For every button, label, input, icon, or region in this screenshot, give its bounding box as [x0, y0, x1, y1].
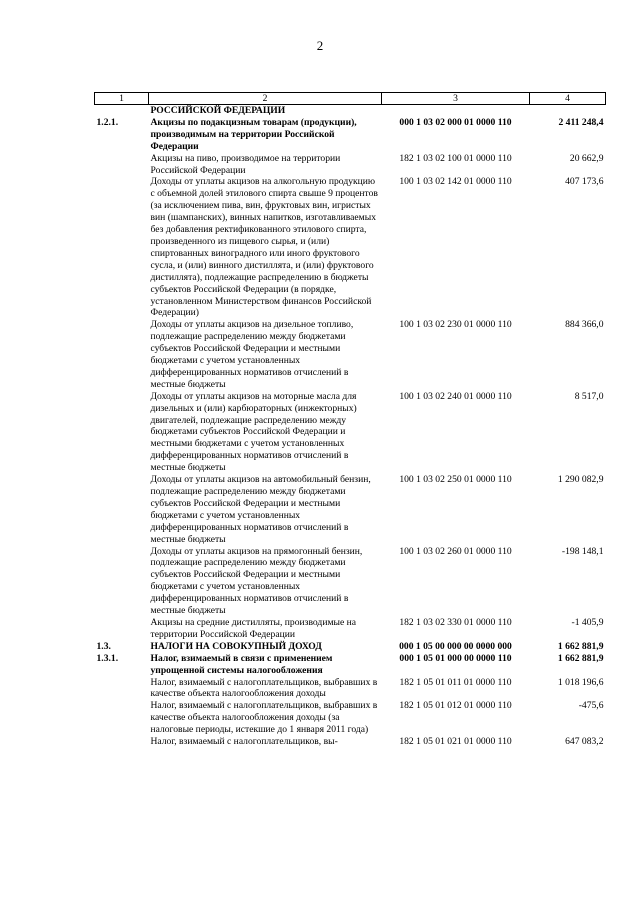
row-number: 1.3.1.	[96, 652, 119, 664]
row-budget-code: 182 1 05 01 011 01 0000 110	[399, 676, 512, 688]
table-row	[95, 546, 606, 617]
row-number	[95, 474, 149, 545]
row-budget-code: 000 1 05 00 000 00 0000 000	[399, 640, 512, 652]
row-budget-code: 000 1 05 01 000 00 0000 110	[399, 652, 512, 664]
row-amount: 20 662,9	[569, 152, 604, 164]
row-amount: 1 662 881,9	[557, 652, 604, 664]
row-budget-code: 182 1 05 01 012 01 0000 110	[399, 700, 512, 712]
row-number	[95, 176, 149, 319]
row-number	[95, 105, 149, 117]
row-amount	[530, 105, 606, 117]
table-row	[95, 700, 606, 736]
row-number	[95, 700, 149, 736]
row-amount: 1 662 881,9	[557, 640, 604, 652]
row-amount: -475,6	[578, 700, 604, 712]
table-header-row	[95, 93, 606, 105]
row-description: Налог, взимаемый с налогоплательщиков, вы-	[150, 736, 338, 748]
row-number	[95, 736, 149, 748]
row-description: РОССИЙСКОЙ ФЕДЕРАЦИИ	[150, 105, 286, 116]
table-row	[95, 474, 606, 545]
table-row	[95, 653, 606, 677]
row-amount: -198 148,1	[561, 545, 604, 557]
row-budget-code: 100 1 03 02 142 01 0000 110	[399, 176, 512, 188]
row-description: Доходы от уплаты акцизов на моторные масла для дизельных и (или) карбюраторных (инжекторных) двигателей, подлежащие распределению между бюджетами субъектов Российской Федерации и местными бюджетами с учетом установленных дифференцированных нормативов отчислений в местные бюджеты	[150, 390, 357, 474]
column-header-description: 2	[149, 93, 382, 105]
page-number: 2	[316, 38, 324, 53]
table-row	[95, 641, 606, 653]
row-amount: -1 405,9	[571, 616, 604, 628]
table-row	[95, 105, 606, 117]
row-amount: 884 366,0	[565, 319, 604, 331]
column-header-number: 1	[95, 93, 149, 105]
row-description: Доходы от уплаты акцизов на алкогольную продукцию с объемной долей этилового спирта свыше 9 процентов (за исключением пива, вин, фруктовых вин, игристых вин (шампанских), винных напитков, изготавливаемых без добавления ректификованного этилового спирта, произведенного из пищевого сырья, и (или) спиртованных виноградного или иного фруктового сусла, и (или) винного дистиллята, и (или) фруктового дистиллята), подлежащие распределению в бюджеты субъектов Российской Федерации (в порядке, установленном Министерством финансов Российской Федерации)	[150, 176, 378, 319]
row-budget-code: 000 1 03 02 000 01 0000 110	[399, 116, 512, 128]
row-description: Налог, взимаемый с налогоплательщиков, выбравших в качестве объекта налогообложения доходы	[150, 676, 378, 700]
row-number	[95, 153, 149, 177]
column-header-amount: 4	[530, 93, 606, 105]
row-budget-code: 100 1 03 02 240 01 0000 110	[399, 390, 512, 402]
row-number	[95, 546, 149, 617]
column-header-code: 3	[382, 93, 530, 105]
row-description: Налог, взимаемый в связи с применением упрощенной системы налогообложения	[150, 652, 333, 676]
row-amount: 407 173,6	[565, 176, 604, 188]
row-number	[95, 391, 149, 474]
row-description: Налог, взимаемый с налогоплательщиков, выбравших в качестве объекта налогообложения доходы (за налоговые периоды, истекшие до 1 января 2011 года)	[150, 700, 378, 736]
row-description: Акцизы по подакцизным товарам (продукции), производимым на территории Российской Федерации	[150, 116, 357, 152]
row-number: 1.2.1.	[96, 116, 119, 128]
row-amount: 8 517,0	[574, 390, 604, 402]
row-number	[95, 617, 149, 641]
row-description: Доходы от уплаты акцизов на прямогонный бензин, подлежащие распределению между бюджетами субъектов Российской Федерации и местными бюджетами с учетом установленных дифференцированных нормативов отчислений в местные бюджеты	[150, 545, 363, 617]
table-row	[95, 391, 606, 474]
row-budget-code: 182 1 03 02 330 01 0000 110	[399, 616, 512, 628]
row-number	[95, 677, 149, 701]
row-budget-code	[382, 105, 530, 117]
row-description: Акцизы на пиво, производимое на территории Российской Федерации	[150, 152, 341, 176]
row-amount: 647 083,2	[565, 736, 604, 748]
row-description: Доходы от уплаты акцизов на дизельное топливо, подлежащие распределению между бюджетами субъектов Российской Федерации и местными бюджетами с учетом установленных дифференцированных нормативов отчислений в местные бюджеты	[150, 319, 354, 390]
table-row	[95, 176, 606, 319]
row-amount: 1 290 082,9	[557, 474, 604, 486]
row-number: 1.3.	[96, 640, 111, 652]
table-row	[95, 736, 606, 748]
row-amount: 1 018 196,6	[557, 676, 604, 688]
table-row	[95, 117, 606, 153]
row-description: Доходы от уплаты акцизов на автомобильный бензин, подлежащие распределению между бюджетами субъектов Российской Федерации и местными бюджетами с учетом установленных дифференцированных нормативов отчислений в местные бюджеты	[150, 474, 371, 545]
row-budget-code: 182 1 05 01 021 01 0000 110	[399, 736, 512, 748]
row-amount: 2 411 248,4	[558, 116, 604, 128]
table-row	[95, 617, 606, 641]
row-description: Акцизы на средние дистилляты, производимые на территории Российской Федерации	[150, 616, 357, 640]
table-body	[95, 105, 606, 748]
row-budget-code: 100 1 03 02 250 01 0000 110	[399, 474, 512, 486]
table-row	[95, 319, 606, 390]
row-budget-code: 100 1 03 02 230 01 0000 110	[399, 319, 512, 331]
table-row	[95, 677, 606, 701]
row-budget-code: 100 1 03 02 260 01 0000 110	[399, 545, 512, 557]
row-description: НАЛОГИ НА СОВОКУПНЫЙ ДОХОД	[150, 640, 322, 652]
table-row	[95, 153, 606, 177]
budget-revenue-table	[94, 92, 606, 748]
row-budget-code: 182 1 03 02 100 01 0000 110	[399, 152, 512, 164]
row-number	[95, 319, 149, 390]
